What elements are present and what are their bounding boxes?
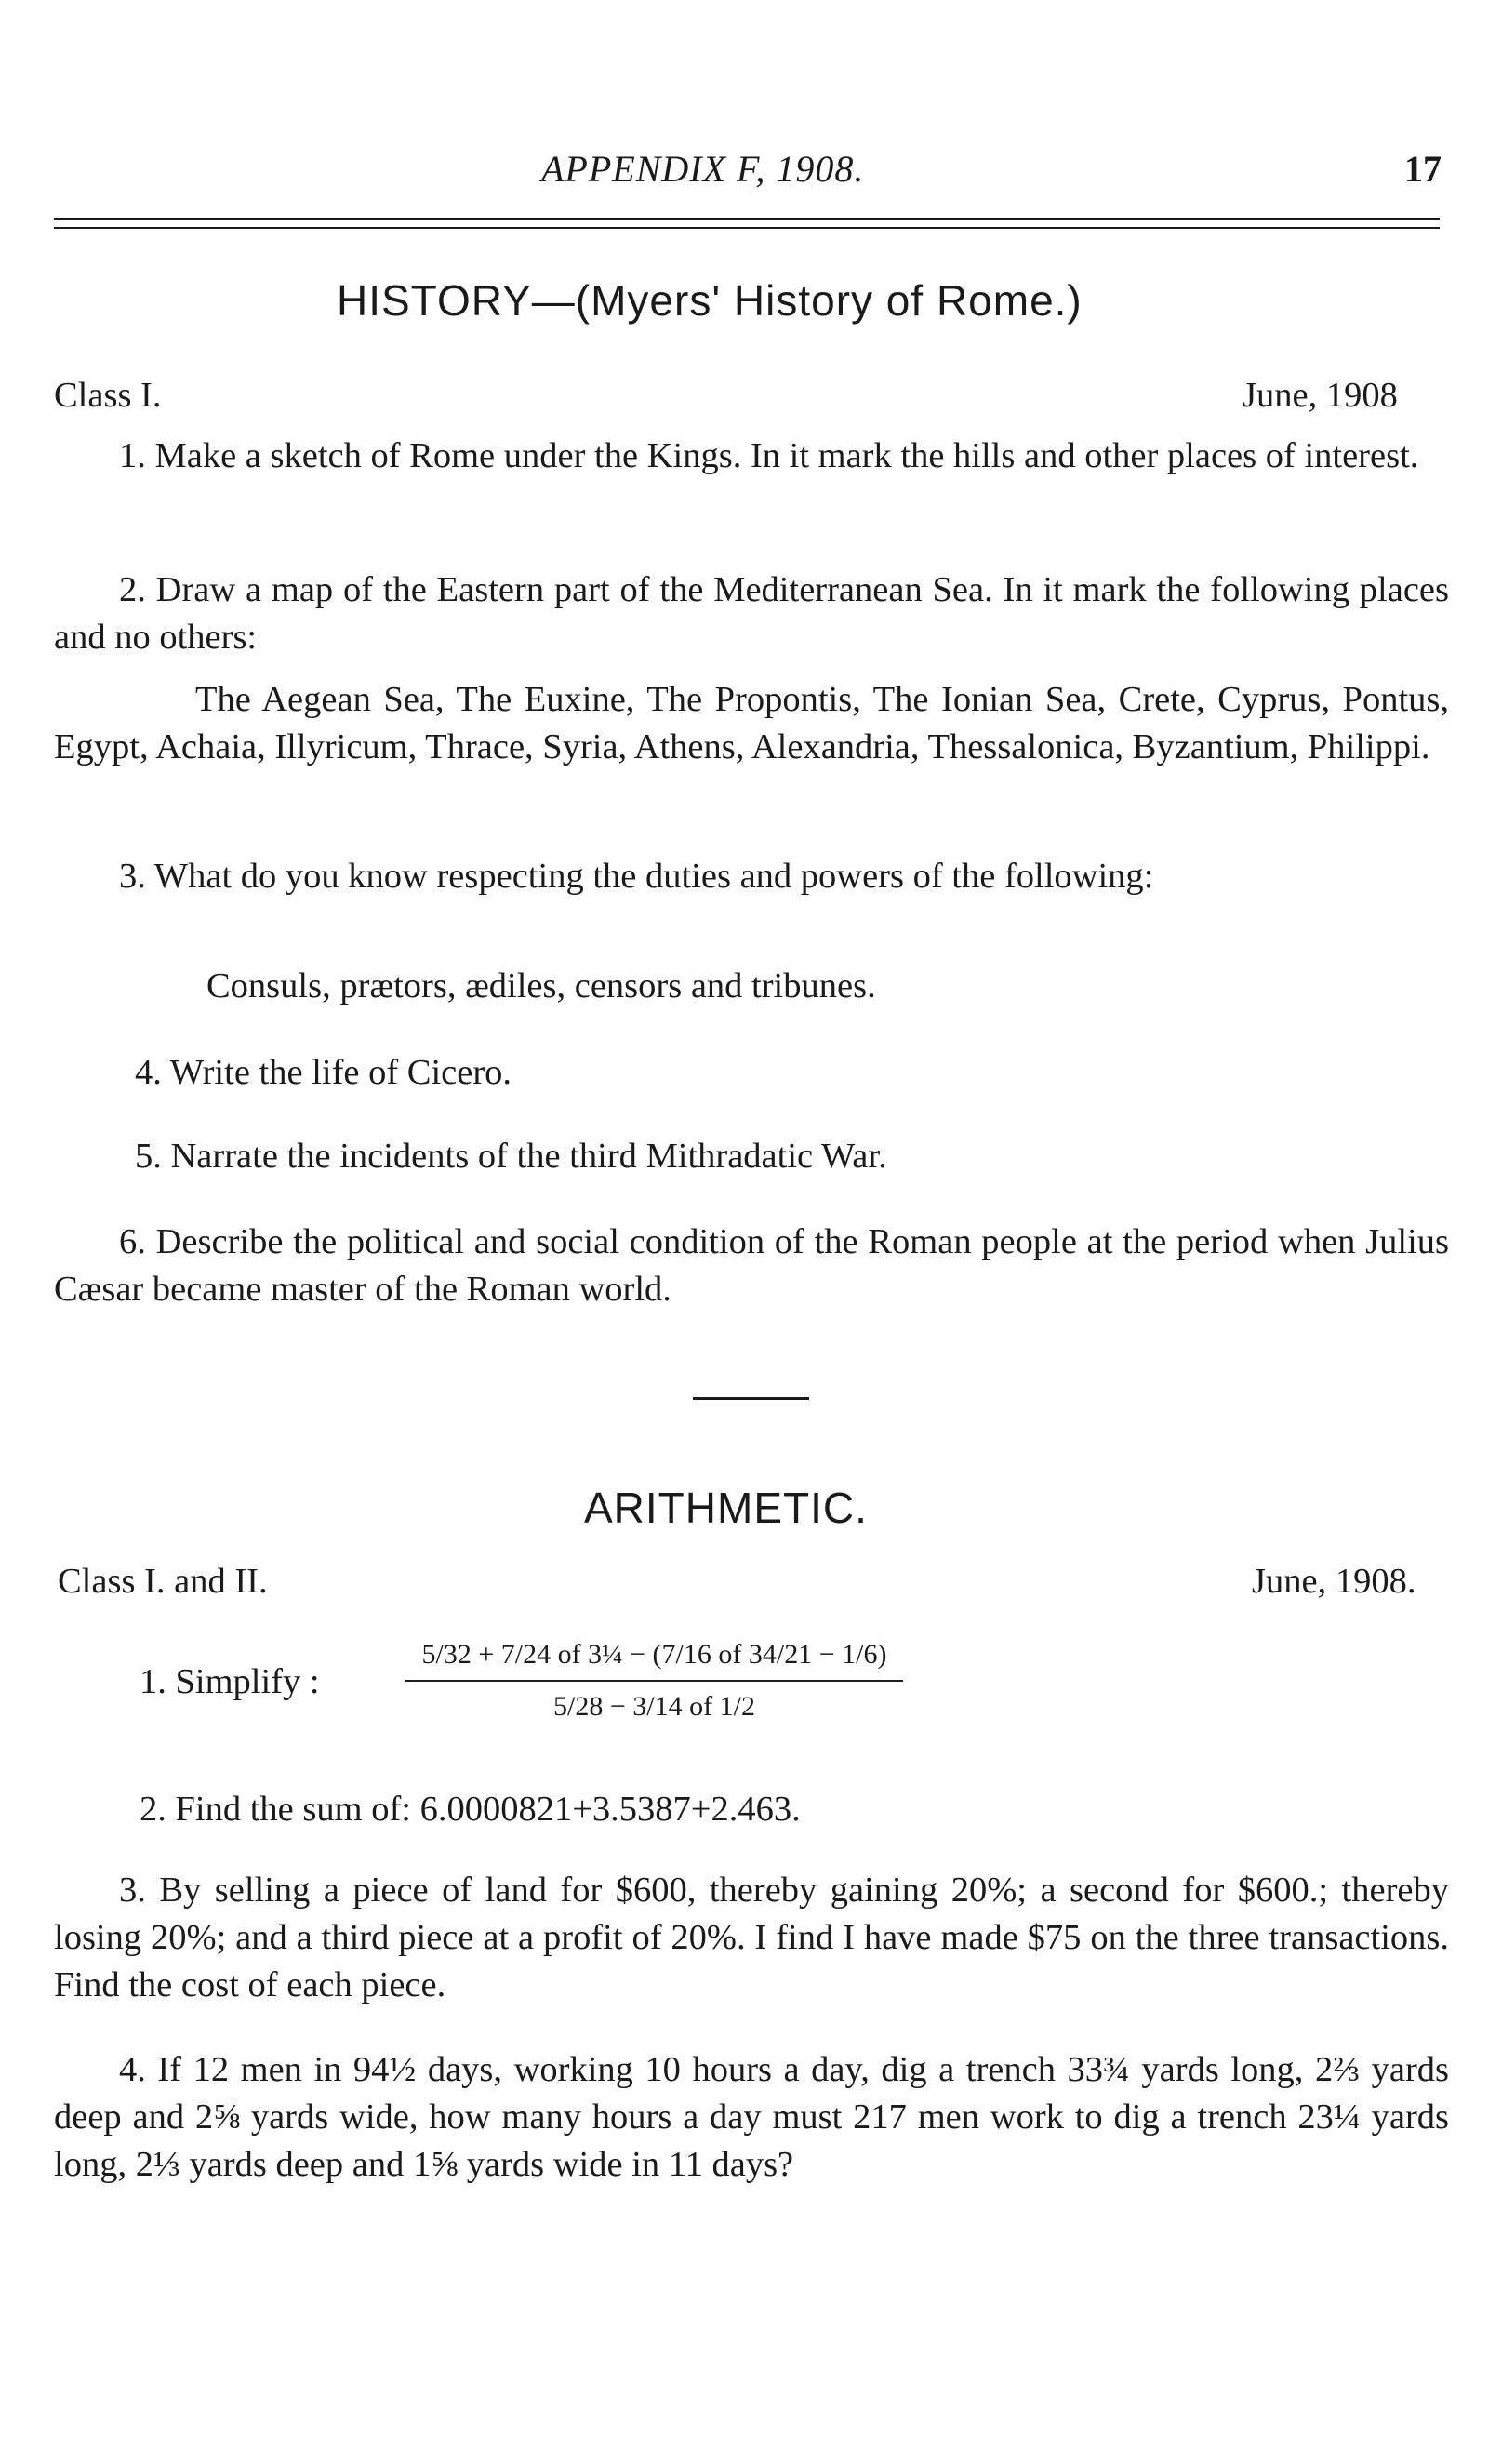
history-question-3-offices: Consuls, prætors, ædiles, censors and tribunes. bbox=[206, 966, 876, 1006]
arithmetic-question-4: 4. If 12 men in 94½ days, working 10 hours a day, dig a trench 33¾ yards long, 2⅔ yards deep and 2⅝ yards wide, how many hours a day must 217 men work to dig a trench 23¼ yards long, 2⅓ yards deep and 1⅝ yards wide in 11 days? bbox=[54, 2050, 1449, 2184]
history-question-2: 2. Draw a map of the Eastern part of the Mediterranean Sea. In it mark the following places and no others: bbox=[54, 570, 1449, 657]
history-question-6: 6. Describe the political and social condition of the Roman people at the period when Julius Cæsar became master of the Roman world. bbox=[54, 1222, 1449, 1309]
header-rule-top bbox=[54, 218, 1440, 220]
arithmetic-question-1-label: 1. Simplify : bbox=[140, 1662, 320, 1701]
history-question-3: 3. What do you know respecting the duties and powers of the following: bbox=[119, 857, 1154, 896]
history-title: HISTORY—(Myers' History of Rome.) bbox=[337, 276, 1083, 325]
arithmetic-date: June, 1908. bbox=[1252, 1562, 1416, 1601]
fraction-numerator: 5/32 + 7/24 of 3¼ − (7/16 of 34/21 − 1/6) bbox=[421, 1639, 887, 1670]
header-rule-bottom bbox=[54, 227, 1440, 229]
history-question-1: 1. Make a sketch of Rome under the Kings. In it mark the hills and other places of interest. bbox=[119, 436, 1419, 475]
arithmetic-class: Class I. and II. bbox=[58, 1562, 268, 1601]
history-question-2-places: The Aegean Sea, The Euxine, The Propontis, The Ionian Sea, Crete, Cyprus, Pontus, Egypt, Achaia, Illyricum, Thrace, Syria, Athens, Alexandria, Thessalonica, Byzantium, Philippi. bbox=[54, 680, 1449, 766]
history-date: June, 1908 bbox=[1243, 376, 1398, 415]
fraction-denominator: 5/28 − 3/14 of 1/2 bbox=[553, 1691, 755, 1722]
history-question-4: 4. Write the life of Cicero. bbox=[135, 1053, 512, 1092]
running-title: APPENDIX F, 1908. bbox=[541, 148, 865, 190]
page-number: 17 bbox=[1404, 148, 1442, 190]
history-question-5: 5. Narrate the incidents of the third Mithradatic War. bbox=[135, 1137, 887, 1176]
fraction-bar bbox=[405, 1680, 903, 1682]
history-class: Class I. bbox=[54, 376, 162, 415]
section-divider bbox=[693, 1397, 809, 1400]
arithmetic-question-3: 3. By selling a piece of land for $600, thereby gaining 20%; a second for $600.; thereby losing 20%; and a third piece at a profit of 20%. I find I have made $75 on the three transactions. Find the cost of each piece. bbox=[54, 1871, 1449, 2004]
arithmetic-title: ARITHMETIC. bbox=[584, 1484, 868, 1532]
arithmetic-question-2: 2. Find the sum of: 6.0000821+3.5387+2.463. bbox=[140, 1790, 801, 1829]
